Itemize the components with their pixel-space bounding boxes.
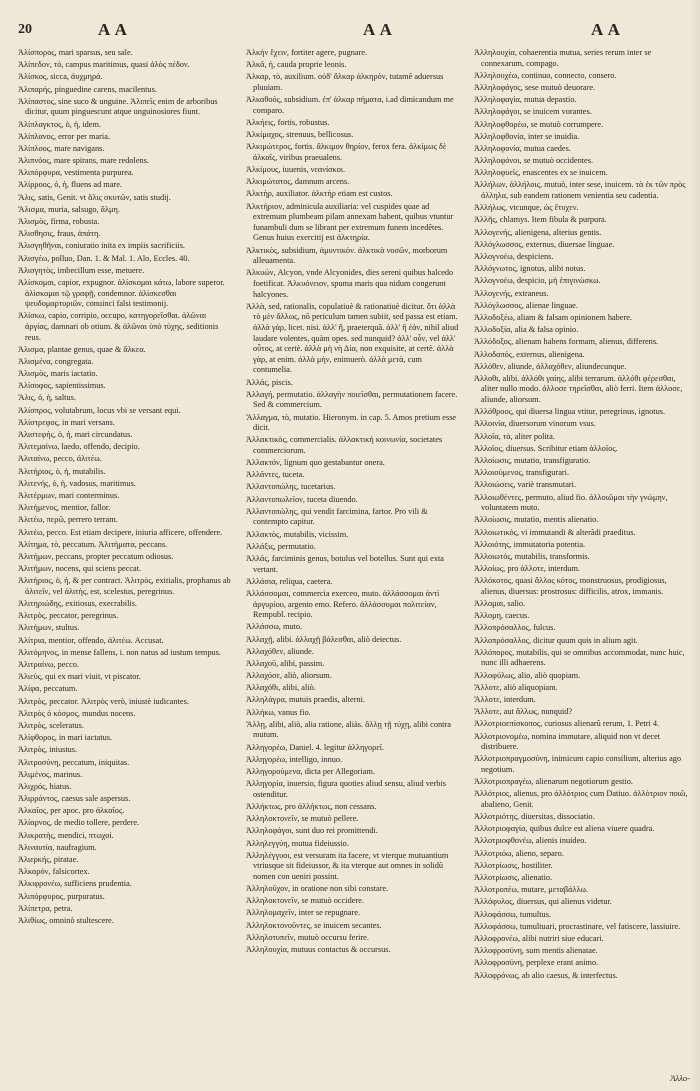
dictionary-entry: Ἀλλογνοέω, despicio, μὴ ἐπιγινώσκω.	[474, 276, 601, 286]
dictionary-entry: Ἀλλοφάσσω, tumultuari, procrastinare, vel fatiscere, lassiuire.	[474, 921, 681, 931]
dictionary-entry: Ἀλκήεις, fortis, robustus.	[246, 117, 330, 127]
dictionary-entry: Ἁλίπλανος, error per maria.	[18, 131, 110, 141]
dictionary-entry: Ἁλιπνόος, mare spirans, mare redolens.	[18, 156, 149, 166]
dictionary-entry: Ἀλλοτρίωσις, alienatio.	[474, 873, 553, 882]
dictionary-entry: Ἁλίσοφος, sapientissimus.	[18, 381, 106, 391]
dictionary-entry: Ἄλλοτε, aut ἄλλως, nunquid?	[474, 707, 573, 717]
dictionary-entry: Ἀλλόγλωσσος, alienae linguae.	[474, 300, 578, 310]
dictionary-entry: Ἀλικρατὴς, mendici, πτωχοί.	[18, 830, 114, 840]
dictionary-entry: Ἁλίπεδον, τὸ, campus maritimus, quasi ἁλὸς πέδον.	[18, 60, 190, 70]
dictionary-entry: Ἀλλαχόθι, alibi, aliò.	[246, 683, 316, 693]
dictionary-entry: Ἀλιτρὸς, peccator. Ἀλιτρὸς verò, iniustè iudicantes.	[18, 696, 189, 706]
dictionary-entry: Ἀλλοφροσύνη, perplexe erant animo.	[474, 958, 599, 968]
dictionary-entry: Ἄλλοτε, interdum.	[474, 694, 536, 704]
dictionary-entry: Ἀλληλοφθορέω, se mutuò corrumpere.	[474, 119, 604, 129]
dictionary-entry: Ἀλισγηθῆναι, coniuratio inita ex impiis sacrificiis.	[18, 241, 185, 251]
column-middle	[246, 48, 460, 1073]
dictionary-entry: Ἁλιερκής, piratae.	[18, 855, 79, 864]
dictionary-entry: Ἀλλοθι, alibi. ἀλλόθι γαίης, alibi terrarum. ἀλλόθι φέρεσθαι, aliter nullo modo. ἀλλοσε τηρεῖσθαι, aliò ferri. Item ἀλλοσε, aliunde, aliorsum.	[474, 373, 683, 405]
dictionary-entry: Ἄλλῃ, alibi, aliò, alia ratione, aliàs. ἄλλῃ τῇ τύχῃ, alibi contra mutum.	[246, 719, 451, 740]
dictionary-entry: Ἀλλόφυλος, diuersus, qui alienus videtur.	[474, 897, 612, 907]
dictionary-entry: Ἀλιτηριώδης, exitiosus, execrabilis.	[18, 599, 137, 609]
dictionary-entry: Ἀλληλοκτονοῦντες, se inuicem secantes.	[246, 920, 382, 930]
dictionary-entry: Ἀλλοδαπός, externus, alienigena.	[474, 349, 585, 359]
dictionary-entry: Ἀλκτήριον, adminicula auxiliaria: vel cuspides quae ad extremum plumbeam pilam annexam habent, quibus vtuntur funambuli dum se librant per extremum funem incedẽtes. Genus huius exercitij est ἀλκτηρία.	[246, 201, 454, 243]
dictionary-entry: Ἀλλοδοξία, alia & falsa opinio.	[474, 325, 579, 335]
dictionary-entry: Ἁλιπόρφυρος, purpuratus.	[18, 891, 105, 901]
dictionary-entry: Ἀλκαῖος, per apoc. pro ἀλκαῖος.	[18, 806, 125, 816]
dictionary-entry: Ἀλκαρόν, falsicortex.	[18, 867, 90, 877]
dictionary-entry: Ἀλληλοφάγοι, se inuicem vorantes.	[474, 107, 592, 117]
dictionary-entry: Ἀλληγορούμενα, dicta per Allegoriam.	[246, 766, 375, 776]
dictionary-entry: Ἀλκιμώτερος, fortis. ἄλκιμον θηρίον, ferox fera. ἀλκίμως δὲ ἀλκαῖς, viribus praeualens.	[246, 142, 447, 162]
dictionary-entry: Ἀλιταίνω, pecco, ἀλιτέω.	[18, 454, 102, 464]
dictionary-entry: Ἀλλοφάσσω, tumultus.	[474, 909, 551, 919]
dictionary-entry: Ἀλλόδοξος, alienam habens formam, alienus, differens.	[474, 337, 659, 347]
dictionary-entry: Ἀλκαθοός, subsidium. ἐπ' ἀλκαρ πήματα, i.ad dimicandum me comparo.	[246, 95, 454, 115]
dictionary-entry: Ἀλλοφύλως, alio, aliò quopiam.	[474, 670, 581, 680]
dictionary-entry: Ἁλίσκος, sicca, ἀυχμηρά.	[18, 72, 103, 82]
dictionary-entry: Ἀλλήκτως, pro ἀλλήκτως, non cessans.	[246, 801, 377, 811]
text-columns	[18, 48, 688, 1073]
dictionary-entry: Ἀλληλοφόνοι, se mutuò occidentes.	[474, 156, 594, 166]
dictionary-entry: Ἀλλοφρόνως, ab alio caesus, & interfectus.	[474, 970, 618, 980]
dictionary-entry: Ἀλιτέω, περῶ, perrero terram.	[18, 515, 118, 525]
dictionary-entry: Ἀλισγέω, polluo, Dan. 1. & Mal. 1. Alo, Eccles. 40.	[18, 253, 190, 263]
dictionary-entry: Ἀλληλουχία, mutuus contactus & occursus.	[246, 945, 391, 954]
dictionary-entry: Ἀλλοιωτικός, vi immutandi & alterãdi praeditus.	[474, 527, 636, 537]
dictionary-entry: Ἀλλακτὸς, mutabilis, vicissim.	[246, 529, 349, 539]
dictionary-entry: Ἀλλήλων, ἀλλήλοις, mutuò, inter sese, inuicem. τὰ ἐκ τῶν πρὸς ἀλληλα, sub eandem rationem venientia seu cadentia.	[474, 180, 686, 201]
dictionary-entry: Ἁλιπόρφυρα, vestimenta purpurea.	[18, 168, 134, 178]
dictionary-entry: Ἀλιτέρμων, mari conterminus.	[18, 490, 120, 500]
dictionary-entry: Ἀλλοῖα, τὰ, aliter polita.	[474, 431, 555, 441]
dictionary-entry: Ἀλλοιωτός, mutabilis, transformis.	[474, 551, 590, 561]
dictionary-entry: Ἀλκυών, Alcyon, vnde Alcyonides, dies sereni quibus halcedo foetificat. Ἀλκυόνειον, spuma maris qua nidum congerunt halcyones.	[246, 268, 454, 299]
dictionary-entry: Ἀλλοφρονέω, alibi nutriri siue educari.	[474, 933, 604, 943]
dictionary-entry: Ἀλλοπρόσαλλος, fulcus.	[474, 623, 556, 633]
dictionary-entry: Ἀλλότριος, alienus, pro ἀλλότριος cum Datiuo. ἀλλότριον ποιῶ, abalieno, Genit.	[474, 789, 688, 809]
dictionary-entry: Ἀλισγητὸς, imbecillum esse, metuere.	[18, 265, 145, 275]
page-header	[18, 22, 682, 46]
dictionary-entry: Ἀλιτεμαίνω, laedo, offendo, decipio.	[18, 442, 140, 452]
dictionary-entry: Ἀλλοδοξέω, aliam & falsam opinionem habere.	[474, 312, 633, 322]
dictionary-entry: Ἀλκιμώτατος, damnum arcens.	[246, 177, 350, 187]
dictionary-entry: Ἀλληλεγγύη, mutua fideiussio.	[246, 838, 349, 848]
dictionary-entry: Ἀλληλοτυπεῖν, mutuò occursu ferire.	[246, 932, 369, 942]
dictionary-entry: Ἀλλάσια, reliqua, caetera.	[246, 576, 333, 586]
dictionary-entry: Ἀλληλοφθονία, inter se inuidia.	[474, 131, 580, 141]
dictionary-entry: Ἀλλαγή, permutatio. ἀλλαγὴν ποιεῖσθαι, permutationem facere. Sed & commercium.	[246, 389, 458, 410]
dictionary-entry: Ἀλιθίως, omninò stultescere.	[18, 915, 114, 925]
dictionary-entry: Ἁλισμὸς, firma, robusta.	[18, 217, 100, 227]
dictionary-entry: Ἀλλογενής, extraneus.	[474, 288, 549, 298]
dictionary-entry: Ἀλληλουχέω, continuo, connecto, consero.	[474, 70, 617, 80]
running-head-left: Α Α	[98, 20, 128, 39]
dictionary-entry: Ἀλλοιούμενος, transfigurari.	[474, 468, 570, 478]
dictionary-entry: Ἀλλοπρόσαλλος, dicitur quum quis in alium agit.	[474, 635, 638, 645]
dictionary-entry: Ἀλιτραίνω, pecco.	[18, 660, 79, 669]
dictionary-entry: Ἀλλαχόθεν, aliunde.	[246, 646, 314, 656]
dictionary-entry: Ἀλιπαρής, pinguedine carens, macilentus.	[18, 84, 157, 94]
dictionary-entry: Ἀλλόγλωσσος, externus, diuersae linguae.	[474, 239, 615, 249]
dictionary-entry: Ἀλληγορέω, Daniel. 4. legitur ἀλληγορεῖ.	[246, 742, 385, 752]
dictionary-entry: Ἀλλοίωσις, mutatio, mentis alienatio.	[474, 515, 599, 525]
dictionary-entry: Ἀλιτρὸς, sceleratus.	[18, 720, 84, 730]
dictionary-entry: Ἀλλοτριοπραγμοσύνη, inimicum capio consilium, alterius ago negotium.	[474, 754, 682, 774]
running-head-right: Α Α	[591, 20, 621, 39]
dictionary-entry: Ἀλλοιώσεις, variè transmutari.	[474, 480, 577, 490]
dictionary-entry: Ἀλλαχοῦ, alibi, passim.	[246, 658, 325, 668]
dictionary-entry: Ἁλιμένος, marinus.	[18, 769, 83, 779]
dictionary-entry: Ἁλιστεφής, ὁ, ἡ, mari circundatus.	[18, 430, 133, 440]
dictionary-entry: Ἀλλᾶντες, tuceta.	[246, 470, 305, 480]
dictionary-entry: Ἀλλομη, caecus.	[474, 611, 530, 621]
dictionary-entry: Ἀλλᾶς, farciminis genus, botulus vel botellus. Sunt qui exta vertant.	[246, 553, 444, 574]
catchword: Ἀλλο-	[670, 1073, 690, 1083]
dictionary-entry: Ἅλις, satis, Genit. vt ἅλις σκυτῶν, satis studij.	[18, 192, 171, 202]
dictionary-entry: Ἀλκᾶ, ἡ, cauda proprie leonis.	[246, 60, 347, 70]
dictionary-entry: Ἀλλόκοτος, quasi ἄλλος κότος, monstruosus, prodigiosus, alienus, diuersus: prostrosus: difficilis, atrox, immanis.	[474, 576, 667, 596]
dictionary-entry: Ἀλλογενής, alienigena, alterius gentis.	[474, 227, 602, 237]
dictionary-entry: Ἀλλοτριοφθονέω, alienis inuideo.	[474, 836, 587, 846]
dictionary-entry: Ἁλίσπρος, volutabrum, locus vbi se versant equi.	[18, 405, 181, 415]
dictionary-entry: Ἁλισμὸς, maris iactatio.	[18, 369, 98, 379]
dictionary-entry: Ἀλληλέγγυοι, est versuram ita facere, vt vterque mutuantium vtriusque sit fideiussor, & ita vterque aut omnes in solidũ nomen con ueniri possint.	[246, 850, 449, 881]
dictionary-entry: Ἀλλοτριόω, alieno, separo.	[474, 848, 564, 858]
dictionary-entry: Ἀλληλοφάγος, sese mutuò deuorare.	[474, 82, 596, 92]
dictionary-entry: Ἀλίτημα, τὸ, peccatum. Ἀλιτήματα, peccans.	[18, 539, 168, 549]
dictionary-entry: Ἁλίπετρα, petra.	[18, 903, 73, 913]
dictionary-entry: Ἀλλοίωσις, mutatio, transfiguratio.	[474, 456, 591, 465]
dictionary-entry: Ἄλλοτε, aliò aliquopiam.	[474, 682, 558, 692]
dictionary-entry: Ἀλλῆς, chlamys. Item fibula & purpura.	[474, 215, 607, 225]
dictionary-entry: Ἀλίφα, peccatum.	[18, 684, 78, 694]
dictionary-entry: Ἀλλακτικὸς, commercialis. ἀλλακτικὴ κοινωνία, societates commerciorum.	[246, 435, 443, 455]
dictionary-entry: Ἀλληλοκτονεῖν, se mutuò pellere.	[246, 814, 359, 824]
dictionary-entry: Ἁλίπλαγκτος, ὁ, ἡ, idem.	[18, 119, 102, 129]
dictionary-entry: Ἀλλόθεν, aliunde, ἀλλαχόθεν, aliundecunque.	[474, 361, 627, 371]
column-right	[474, 48, 688, 1073]
dictionary-entry: Ἀλλαντοπωλεῖον, tuceta diuendo.	[246, 494, 358, 504]
dictionary-entry: Ἀλληλοφαγία, mutua depastio.	[474, 95, 577, 105]
dictionary-entry: Ἀλίαρνος, de medio tollere, perdere.	[18, 818, 140, 828]
dictionary-entry: Ἀλλοτριοφαγία, quibus dulce est aliena viuere quadra.	[474, 824, 655, 834]
dictionary-entry: Ἀλλοιωθέντες, permuto, aliud fio. ἀλλοιῶμαι τὴν γνώμην, voluntatem muto.	[474, 492, 668, 513]
dictionary-entry: Ἁλίφθορος, in mari iactatus.	[18, 733, 113, 743]
dictionary-entry: Ἀλίστρεφος, in mari versans.	[18, 417, 115, 427]
dictionary-entry: Ἀλλοτριονομέω, nomina immutare, aliquid non vt decet distribuere.	[474, 731, 661, 752]
dictionary-entry: Ἅλις, ὁ, ἡ, saltus.	[18, 393, 76, 403]
dictionary-entry: Ἀλλοτριοεπίσκοπος, curiosus alienarũ rerum, 1. Petri 4.	[474, 719, 660, 729]
dictionary-entry: Ἀλλομαι, salio.	[474, 599, 526, 609]
dictionary-entry: Ἀλίπαστος, sine suco & unguine. Ἀλιπεῖς enim de arboribus dicitur, quum pinguescunt atque unguinosiores fiunt.	[18, 96, 218, 117]
dictionary-entry: Ἀλλοτρίωσις, hostiliter.	[474, 860, 553, 870]
dictionary-entry: Ἀλλοφροσύνη, sum mentis alienatae.	[474, 946, 598, 956]
dictionary-entry: Ἁλιρράντος, caesus sale aspersus.	[18, 794, 131, 804]
column-left	[18, 48, 232, 1073]
dictionary-entry: Ἀλληλομαχεῖν, inter se repugnare.	[246, 908, 361, 918]
dictionary-entry: Ἀλιτρὸς, peccator, peregrinus.	[18, 611, 119, 621]
dictionary-entry: Ἀλλαχῇ, alibi. ἀλλαχῇ βάλεσθαι, aliò deiectus.	[246, 634, 402, 644]
dictionary-entry: Ἀλιτήμων, peccans, propter peccatum odiosus.	[18, 551, 174, 561]
dictionary-entry: Ἀλιτέω, pecco. Est etiam decipere, iniuria afficere, offendere.	[18, 527, 223, 537]
dictionary-entry: Ἁλισμένα, congregata.	[18, 356, 94, 366]
dictionary-entry: Ἀλλοιότης, immutatoria potentia.	[474, 539, 586, 549]
dictionary-entry: Ἀλιτόμηνος, in mense fallens, i. non natus ad iustum tempus.	[18, 647, 221, 657]
dictionary-entry: Ἀλληλάγρα, mutuis praedis, alterni.	[246, 695, 366, 705]
dictionary-entry: Ἀλλόπορος, mutabilis, qui se omnibus accommodat, nunc huic, nunc illi adhaerens.	[474, 647, 685, 668]
dictionary-entry: Ἁλίρροος, ὁ, ἡ, fluens ad mare.	[18, 180, 122, 190]
dictionary-entry: Ἀλληλοφυεῖς, enascentes ex se inuicem.	[474, 168, 608, 178]
dictionary-entry: Ἀλκὴν ἔχειν, fortiter agere, pugnare.	[246, 48, 368, 57]
dictionary-entry: Ἀλλοῖος, diuersus. Scribitur etiam ἀλλοῖος.	[474, 443, 618, 453]
dictionary-entry: Ἁλίσκω, capio, corripio, occupo, κατηγορεῖσθαι. ἁλῶναι ἀργίας, damnari ob otium. & ἁλῶναι ὑπὸ τύχης, seditionis reus.	[18, 311, 219, 342]
dictionary-entry: Ἀλκτικὸς, subsidium, ἀμυντικόν. ἀλκτικὰ νοσῶν, morborum alleuamenta.	[246, 245, 448, 266]
dictionary-entry: Ἁλιεὺς, qui ex mari viuit, vt piscator.	[18, 672, 141, 682]
dictionary-entry: Ἀλλαχόσε, aliò, aliorsum.	[246, 671, 332, 681]
dictionary-entry: Ἀλλακτόν, lignum quo gestabantur onera.	[246, 458, 385, 468]
dictionary-entry: Ἅλισμα, muria, salsugo, ἅλμη.	[18, 204, 120, 214]
dictionary-entry: Ἀλληλοφονία, mutua caedes.	[474, 143, 571, 153]
dictionary-entry: Ἁλίσπορος, mari sparsus, seu sale.	[18, 48, 133, 57]
dictionary-entry: Ἀλλήκω, vanus fio.	[246, 707, 311, 717]
dictionary-entry: Ἀλιναυτία, naufragium.	[18, 842, 97, 852]
dictionary-entry: Ἀλληλοφάγοι, sunt duo rei promittendi.	[246, 826, 378, 836]
dictionary-entry: Ἀλλᾶς, piscis.	[246, 377, 293, 387]
dictionary-entry: Ἀλληγορία, inuersio, figura quoties aliud sensu, aliud verbis ostenditur.	[246, 779, 446, 799]
running-head-center: Α Α	[363, 20, 393, 39]
dictionary-entry: Ἀλιτρὸς, iniustus.	[18, 745, 78, 755]
dictionary-entry: Ἀλλόθροος, qui diuersa lingua vtitur, peregrinus, ignotus.	[474, 407, 666, 417]
dictionary-entry: Ἀλλογνοέω, despiciens.	[474, 252, 554, 261]
dictionary-entry: Ἀλίτρια, mentior, offendo, ἀλιτέω. Accusat.	[18, 635, 164, 645]
dictionary-entry: Ἀλλαντοπώλης, tucetarius.	[246, 482, 336, 492]
dictionary-entry: Ἀλλοτριοπραγέω, alienarum negotiorum gestio.	[474, 777, 633, 787]
dictionary-entry: Ἀλιτενής, ὁ, ἡ, vadosus, maritimus.	[18, 478, 136, 488]
dictionary-entry: Ἁλισθησις, fraus, ἀπάτη.	[18, 229, 101, 239]
dictionary-entry: Ἁλισμα, plantae genus, quae & ἄλκεα.	[18, 344, 146, 354]
dictionary-entry: Ἀλλόγνωτος, ignotus, alibi notus.	[474, 264, 586, 274]
dictionary-entry: Ἁλίπλοος, mare navigans.	[18, 143, 105, 153]
dictionary-entry: Ἀλλοινία, diuersorum vinorum vsus.	[474, 419, 596, 429]
dictionary-entry: Ἀλλάξις, permutatio.	[246, 541, 316, 551]
dictionary-entry: Ἀλλοτριότης, diuersitas, dissociatio.	[474, 812, 595, 822]
page-edge-shade	[690, 0, 700, 1091]
dictionary-entry: Ἀλιτήμων, stultus.	[18, 623, 80, 633]
dictionary-entry: Ἀλληλοῦχον, in oratione non sibi constare.	[246, 884, 389, 894]
dictionary-entry: Ἀλλήλως, vtcunque, ὡς ἔτυχεν.	[474, 203, 579, 213]
dictionary-entry: Ἀλκίμους, iuuenis, νεανίσκοι.	[246, 165, 346, 175]
dictionary-entry: Ἀλιτροσύνη, peccatum, iniquitas.	[18, 757, 130, 767]
dictionary-entry: Ἁλιχρός, hiatus.	[18, 781, 72, 791]
dictionary-entry: Ἀλλαντοπώλης, qui vendit farcimina, fartor. Pro vili & contempto capitur.	[246, 506, 428, 527]
dictionary-entry: Ἀλιτήμενος, mentior, fallor.	[18, 503, 111, 513]
dictionary-entry: Ἀλίσκομαι, capior, expugnor. ἁλίσκομαι κάτω, labore superor. ἁλίσκομαι τῷ γραφῇ, condemnor. ἁλίσκεσθαι ψευδομαρτυριῶν, conuinci falsi testimonij.	[18, 277, 225, 309]
dictionary-entry: Ἀλιτήριος, ὁ, ἡ, & per contract. Ἀλιτρὸς, exitialis, prophanus ab ἀλιτεῖν, vel ἀλιτὴς, est, scelestus, peregrinus.	[18, 576, 231, 596]
dictionary-entry: Ἀλιτήριος, ὁ, ἡ, mutabilis.	[18, 466, 106, 476]
dictionary-entry: Ἀλκίμαχος, strenuus, bellicosus.	[246, 130, 354, 140]
dictionary-entry: Ἀλλοτροπέω, mutare, μεταβάλλω.	[474, 885, 589, 895]
dictionary-entry: Ἀλληλουχία, cohaerentia mutua, series rerum inter se connexarum, compago.	[474, 48, 652, 68]
dictionary-entry: Ἀλληγορέω, intelligo, innuo.	[246, 754, 343, 764]
dictionary-entry: Ἀλκτὴρ, auxiliator. ἀλκτὴρ etiam est custos.	[246, 189, 393, 199]
dictionary-entry: Ἀλληλοκτονεῖν, se mutuò occidere.	[246, 896, 364, 906]
dictionary-entry: Ἀλλοίως, pro ἀλλοτε, interdum.	[474, 564, 580, 574]
dictionary-entry: Ἀλκαρ, τὸ, auxilium. οὐδ' ἄλκαρ ἀλκηρὸν, tutamẽ aduersus pluuiam.	[246, 72, 444, 92]
dictionary-entry: Ἀλιτρὸς ὁ κόσμος, mundus nocens.	[18, 708, 136, 718]
dictionary-entry: Ἀλκιφρονέω, sufficiens prudentia.	[18, 879, 132, 889]
dictionary-entry: Ἀλλάσσομαι, commercia exerceo, muto. ἀλλάσσομαι ἀντὶ ἀργυρίου, argento emo. Refero. ἀλλάσσομαι πολιτείαν, Rempubl. recipio.	[246, 588, 440, 620]
dictionary-entry: Ἀλλὰ, sed, rationalis, copulatiuè & rationatiuè dicitur. ὅτι ἀλλὰ τὸ μὲν ἄλλως, nõ periculum tamen subiit, sed passa est etiam. ἀλλὰ γὰρ, licet. nisi. ἀλλ' ἢ, praeterquã. ἀλλ' ἢ ἐάν, nihil aliud laudare volentes, quàm opes. sed nunquid? ἀλλ' οὖν, vel ἀλλ' οὖτος, at certè. ἀλλὰ μὴ νὴ Δία, non exquisite, at certè. ἀλλὰ γὰρ, at enim. ἀλλὰ μὴν, enimuerò. ἀλλὰ μετὰ, cum contumelia.	[246, 301, 459, 375]
page-number: 20	[18, 22, 32, 37]
dictionary-entry: Ἀλιτήμων, nocens, qui sciens peccat.	[18, 564, 142, 574]
dictionary-entry: Ἀλλάσσω, muto.	[246, 622, 303, 632]
dictionary-entry: Ἄλλαγμα, τὸ, mutatio. Hieronym. in cap. 5. Amos pretium esse dicit.	[246, 412, 457, 433]
